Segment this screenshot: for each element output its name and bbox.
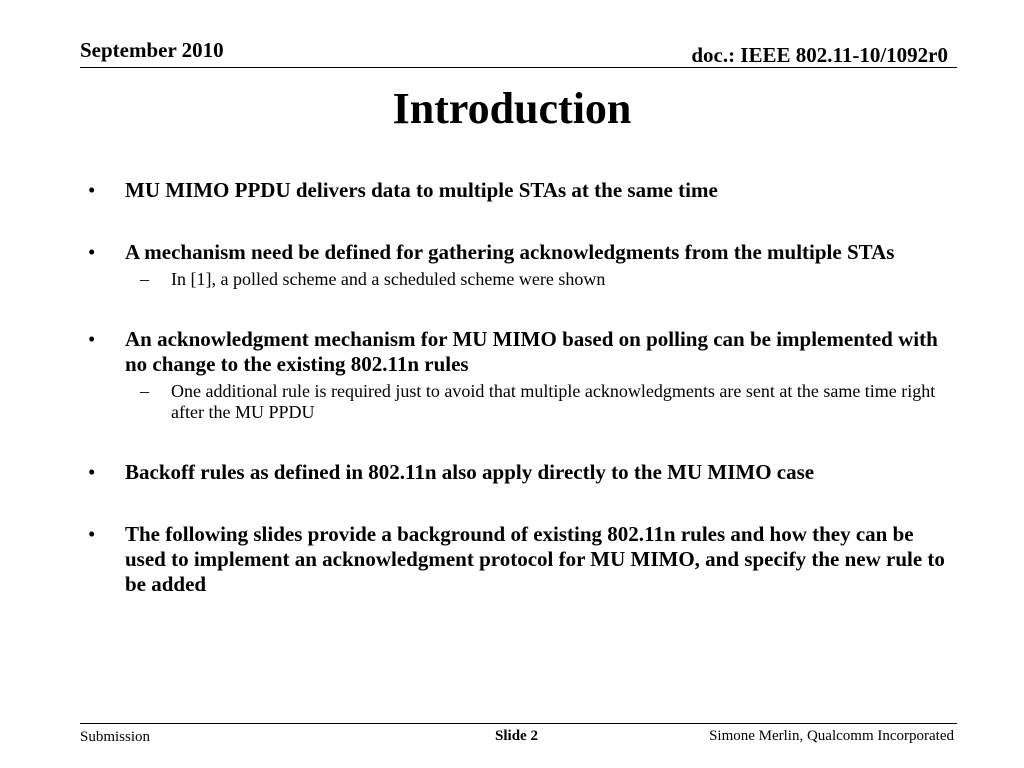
header-doc-id: doc.: IEEE 802.11-10/1092r0: [691, 43, 948, 67]
sub-bullet-marker: –: [140, 381, 149, 401]
bullet-item: [88, 522, 948, 597]
footer-slide-number: Slide 2: [495, 728, 538, 744]
bullet-marker: •: [88, 460, 96, 484]
bullet-item: [88, 460, 948, 485]
footer-author: Simone Merlin, Qualcomm Incorporated: [709, 728, 954, 744]
bullet-text: Backoff rules as defined in 802.11n also apply directly to the MU MIMO case: [125, 460, 815, 484]
sub-bullet-text: One additional rule is required just to avoid that multiple acknowledgments are sent at the same time right after the MU PPDU: [171, 381, 936, 422]
bullet-text: An acknowledgment mechanism for MU MIMO based on polling can be implemented with no change to the existing 802.11n rules: [125, 327, 938, 376]
footer-divider: [80, 723, 957, 724]
sub-bullet-item: [88, 381, 948, 423]
slide-body: [88, 178, 948, 597]
footer-submission: Submission: [80, 729, 151, 745]
header-divider: [80, 67, 957, 68]
slide-title: Introduction: [392, 84, 632, 133]
bullet-text: A mechanism need be defined for gathering acknowledgments from the multiple STAs: [125, 240, 895, 264]
bullet-marker: •: [88, 240, 96, 264]
bullet-item: [88, 327, 948, 377]
sub-bullet-marker: –: [140, 269, 149, 289]
sub-bullet-text: In [1], a polled scheme and a scheduled scheme were shown: [171, 269, 606, 289]
bullet-item: [88, 178, 948, 203]
bullet-marker: •: [88, 327, 96, 351]
bullet-marker: •: [88, 522, 96, 546]
bullet-text: MU MIMO PPDU delivers data to multiple STAs at the same time: [125, 178, 718, 202]
header-date: September 2010: [80, 38, 224, 62]
bullet-marker: •: [88, 178, 96, 202]
bullet-text: The following slides provide a background of existing 802.11n rules and how they can be used to implement an acknowledgment protocol for MU MIMO, and specify the new rule to be added: [125, 522, 945, 596]
sub-bullet-item: [88, 269, 948, 290]
bullet-item: [88, 240, 948, 265]
